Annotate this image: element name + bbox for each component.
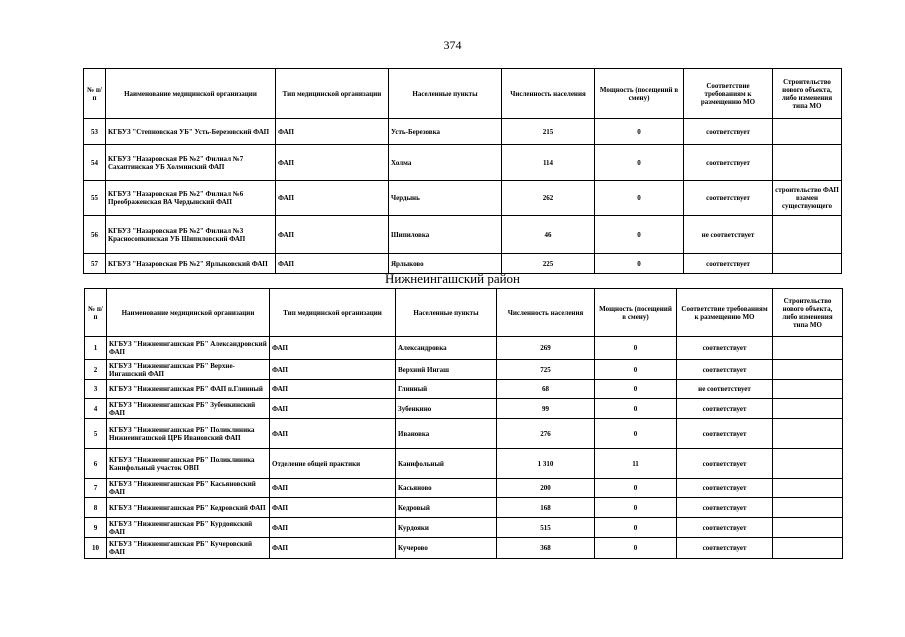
table-row [85, 419, 843, 449]
cell-compliance: соответствует [684, 119, 773, 145]
cell-org-name: КГБУЗ "Назаровская РБ №2" Филиал №6 Преображенская ВА Чердынский ФАП [106, 181, 276, 216]
cell-population: 368 [497, 538, 595, 559]
cell-compliance: соответствует [677, 449, 773, 479]
cell-settlement: Зубенкино [396, 399, 497, 419]
cell-row-number: 10 [85, 538, 107, 559]
cell-capacity: 11 [595, 449, 677, 479]
cell-org-name: КГБУЗ "Нижнеингашская РБ" Александровский ФАП [107, 337, 270, 360]
cell-construction [773, 145, 842, 181]
table-row [85, 498, 843, 518]
cell-org-type: ФАП [270, 380, 396, 399]
cell-population: 200 [497, 479, 595, 498]
cell-compliance: соответствует [677, 538, 773, 559]
cell-population: 262 [502, 181, 595, 216]
header-type: Тип медицинской организации [270, 289, 396, 337]
header-capacity: Мощность (посещений в смену) [595, 289, 677, 337]
cell-capacity: 0 [595, 498, 677, 518]
cell-settlement: Кучерово [396, 538, 497, 559]
cell-org-name: КГБУЗ "Нижнеингашская РБ" ФАП п.Глинный [107, 380, 270, 399]
cell-capacity: 0 [595, 216, 684, 254]
cell-population: 68 [497, 380, 595, 399]
cell-population: 1 310 [497, 449, 595, 479]
cell-org-type: ФАП [270, 360, 396, 380]
cell-compliance: не соответствует [684, 216, 773, 254]
cell-row-number: 56 [84, 216, 106, 254]
header-org: Наименование медицинской организации [107, 289, 270, 337]
cell-capacity: 0 [595, 518, 677, 538]
cell-compliance: соответствует [684, 181, 773, 216]
cell-compliance: соответствует [677, 518, 773, 538]
cell-settlement: Курдояки [396, 518, 497, 538]
page-number: 374 [443, 38, 462, 52]
cell-compliance: соответствует [684, 254, 773, 274]
cell-row-number: 6 [85, 449, 107, 479]
cell-compliance: соответствует [677, 498, 773, 518]
cell-settlement: Кедровый [396, 498, 497, 518]
table-row [84, 145, 842, 181]
cell-construction [773, 380, 843, 399]
header-construction: Строительство нового объекта, либо изменения типа МО [773, 69, 842, 119]
header-capacity: Мощность (посещений в смену) [595, 69, 684, 119]
cell-settlement: Усть-Березовка [389, 119, 502, 145]
cell-settlement: Ивановка [396, 419, 497, 449]
cell-org-name: КГБУЗ "Нижнеингашская РБ" Кучеровский ФАП [107, 538, 270, 559]
cell-construction [773, 337, 843, 360]
facilities-table-district [84, 288, 843, 559]
cell-compliance: соответствует [677, 360, 773, 380]
cell-org-name: КГБУЗ "Степновская УБ" Усть-Березовский ФАП [106, 119, 276, 145]
cell-population: 168 [497, 498, 595, 518]
cell-row-number: 3 [85, 380, 107, 399]
header-org: Наименование медицинской организации [106, 69, 276, 119]
cell-construction [773, 419, 843, 449]
cell-compliance: соответствует [677, 399, 773, 419]
cell-org-type: ФАП [270, 518, 396, 538]
cell-construction [773, 449, 843, 479]
cell-org-type: ФАП [276, 216, 389, 254]
cell-capacity: 0 [595, 254, 684, 274]
cell-population: 515 [497, 518, 595, 538]
cell-row-number: 7 [85, 479, 107, 498]
cell-org-name: КГБУЗ "Нижнеингашская РБ" Зубенкинский ФАП [107, 399, 270, 419]
cell-org-type: ФАП [276, 254, 389, 274]
cell-row-number: 54 [84, 145, 106, 181]
header-compliance: Соответствие требованиям к размещению МО [684, 69, 773, 119]
cell-row-number: 57 [84, 254, 106, 274]
cell-row-number: 53 [84, 119, 106, 145]
cell-construction [773, 216, 842, 254]
table-row [84, 119, 842, 145]
cell-org-name: КГБУЗ "Назаровская РБ №2" Ярлыковский ФАП [106, 254, 276, 274]
cell-capacity: 0 [595, 380, 677, 399]
cell-settlement: Канифольный [396, 449, 497, 479]
cell-settlement: Верхний Ингаш [396, 360, 497, 380]
cell-compliance: соответствует [677, 419, 773, 449]
district-title: Нижнеингашский район [384, 271, 520, 286]
cell-population: 269 [497, 337, 595, 360]
cell-population: 276 [497, 419, 595, 449]
table-row [85, 380, 843, 399]
table-row [84, 216, 842, 254]
cell-org-type: ФАП [276, 145, 389, 181]
cell-capacity: 0 [595, 399, 677, 419]
cell-settlement: Шипиловка [389, 216, 502, 254]
cell-org-type: Отделение общей практики [270, 449, 396, 479]
cell-org-type: ФАП [276, 181, 389, 216]
cell-construction [773, 479, 843, 498]
header-settlements: Населенные пункты [396, 289, 497, 337]
header-population: Численность населения [497, 289, 595, 337]
table-row [85, 518, 843, 538]
table-row [85, 360, 843, 380]
cell-settlement: Глинный [396, 380, 497, 399]
cell-row-number: 5 [85, 419, 107, 449]
cell-construction [773, 498, 843, 518]
cell-construction [773, 538, 843, 559]
cell-org-type: ФАП [270, 479, 396, 498]
cell-org-name: КГБУЗ "Назаровская РБ №2" Филиал №7 Сахаптинская УБ Холминский ФАП [106, 145, 276, 181]
table-row [84, 181, 842, 216]
cell-settlement: Чердынь [389, 181, 502, 216]
cell-compliance: соответствует [677, 337, 773, 360]
header-compliance: Соответствие требованиям к размещению МО [677, 289, 773, 337]
cell-org-type: ФАП [270, 419, 396, 449]
cell-org-type: ФАП [270, 399, 396, 419]
cell-org-name: КГБУЗ "Нижнеингашская РБ" Поликлиника Канифольный участок ОВП [107, 449, 270, 479]
cell-org-name: КГБУЗ "Нижнеингашская РБ" Верхне-Ингашский ФАП [107, 360, 270, 380]
cell-row-number: 4 [85, 399, 107, 419]
cell-capacity: 0 [595, 419, 677, 449]
header-num: № п/п [85, 289, 107, 337]
cell-capacity: 0 [595, 181, 684, 216]
cell-org-name: КГБУЗ "Нижнеингашская РБ" Курдоякский ФАП [107, 518, 270, 538]
cell-row-number: 8 [85, 498, 107, 518]
cell-org-name: КГБУЗ "Назаровская РБ №2" Филиал №3 Красносопкинская УБ Шипиловский ФАП [106, 216, 276, 254]
cell-population: 99 [497, 399, 595, 419]
cell-settlement: Александровка [396, 337, 497, 360]
cell-construction [773, 399, 843, 419]
cell-settlement: Касьяново [396, 479, 497, 498]
cell-row-number: 1 [85, 337, 107, 360]
cell-org-type: ФАП [276, 119, 389, 145]
cell-compliance: соответствует [684, 145, 773, 181]
cell-capacity: 0 [595, 337, 677, 360]
cell-org-type: ФАП [270, 498, 396, 518]
cell-compliance: не соответствует [677, 380, 773, 399]
cell-capacity: 0 [595, 119, 684, 145]
table-row [85, 449, 843, 479]
cell-capacity: 0 [595, 145, 684, 181]
cell-row-number: 9 [85, 518, 107, 538]
cell-construction [773, 518, 843, 538]
cell-population: 46 [502, 216, 595, 254]
cell-construction [773, 119, 842, 145]
table-row [85, 479, 843, 498]
table-header-row [85, 289, 843, 337]
cell-population: 225 [502, 254, 595, 274]
cell-org-type: ФАП [270, 538, 396, 559]
header-settlements: Населенные пункты [389, 69, 502, 119]
cell-org-name: КГБУЗ "Нижнеингашская РБ" Касьяновский ФАП [107, 479, 270, 498]
table-header-row [84, 69, 842, 119]
facilities-table-continued [83, 68, 842, 274]
cell-compliance: соответствует [677, 479, 773, 498]
cell-settlement: Ярлыково [389, 254, 502, 274]
cell-org-name: КГБУЗ "Нижнеингашская РБ" Поликлиника Нижнеингашской ЦРБ Ивановский ФАП [107, 419, 270, 449]
table-row [85, 337, 843, 360]
cell-settlement: Холма [389, 145, 502, 181]
cell-population: 215 [502, 119, 595, 145]
table-row [85, 399, 843, 419]
cell-construction [773, 360, 843, 380]
header-num: № п/п [84, 69, 106, 119]
cell-population: 114 [502, 145, 595, 181]
cell-org-type: ФАП [270, 337, 396, 360]
cell-row-number: 2 [85, 360, 107, 380]
header-construction: Строительство нового объекта, либо изменения типа МО [773, 289, 843, 337]
cell-construction: строительство ФАП взамен существующего [773, 181, 842, 216]
cell-row-number: 55 [84, 181, 106, 216]
cell-org-name: КГБУЗ "Нижнеингашская РБ" Кедровский ФАП [107, 498, 270, 518]
header-type: Тип медицинской организации [276, 69, 389, 119]
table-row [85, 538, 843, 559]
cell-capacity: 0 [595, 360, 677, 380]
cell-capacity: 0 [595, 479, 677, 498]
header-population: Численность населения [502, 69, 595, 119]
cell-population: 725 [497, 360, 595, 380]
cell-capacity: 0 [595, 538, 677, 559]
